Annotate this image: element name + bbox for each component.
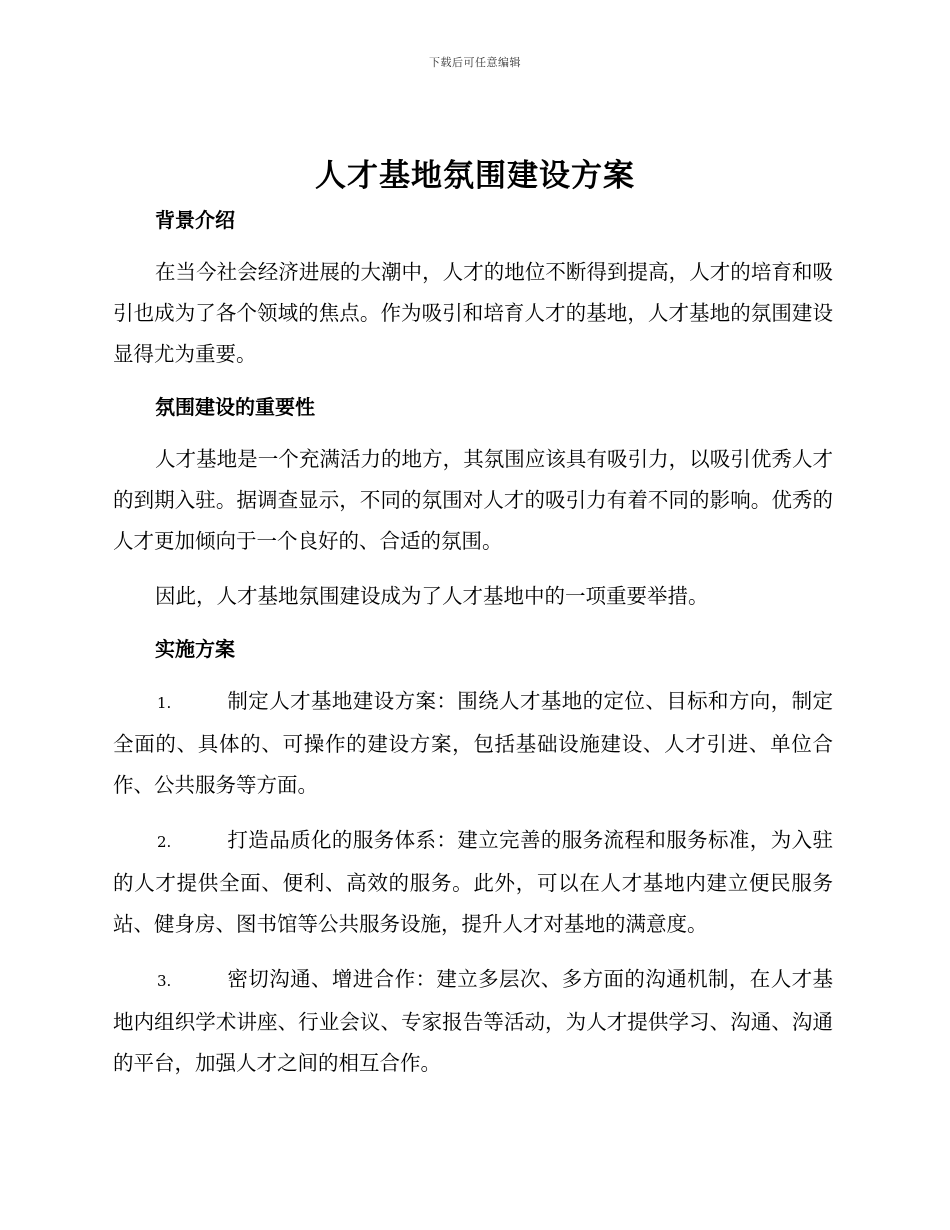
- list-item: [113, 820, 833, 945]
- list-item-number: 3.: [157, 972, 172, 990]
- importance-paragraph-2: 因此，人才基地氛围建设成为了人才基地中的一项重要举措。: [155, 584, 709, 608]
- document-title: 人才基地氛围建设方案: [315, 158, 635, 194]
- section-heading-implementation: 实施方案: [155, 637, 235, 661]
- list-item: [113, 959, 833, 1084]
- document-body: [113, 200, 833, 1084]
- page-header-note: 下载后可任意编辑: [429, 56, 521, 69]
- list-item: [113, 681, 833, 806]
- importance-paragraph-1: 人才基地是一个充满活力的地方，其氛围应该具有吸引力，以吸引优秀人才的到期入驻。据调查显示，不同的氛围对人才的吸引力有着不同的影响。优秀的人才更加倾向于一个良好的、合适的氛围。: [113, 447, 833, 553]
- list-item-number: 2.: [157, 833, 172, 851]
- section-heading-importance: 氛围建设的重要性: [155, 395, 315, 419]
- list-item-text: 密切沟通、增进合作：建立多层次、多方面的沟通机制，在人才基地内组织学术讲座、行业会议、专家报告等活动，为人才提供学习、沟通、沟通的平台，加强人才之间的相互合作。: [113, 967, 833, 1075]
- list-item-text: 制定人才基地建设方案：围绕人才基地的定位、目标和方向，制定全面的、具体的、可操作的建设方案，包括基础设施建设、人才引进、单位合作、公共服务等方面。: [113, 689, 833, 797]
- section-heading-background: 背景介绍: [155, 208, 235, 232]
- list-item-text: 打造品质化的服务体系：建立完善的服务流程和服务标准，为入驻的人才提供全面、便利、高效的服务。此外，可以在人才基地内建立便民服务站、健身房、图书馆等公共服务设施，提升人才对基地的满意度。: [113, 828, 833, 936]
- list-item-number: 1.: [157, 694, 172, 712]
- background-paragraph: 在当今社会经济进展的大潮中，人才的地位不断得到提高，人才的培育和吸引也成为了各个领域的焦点。作为吸引和培育人才的基地，人才基地的氛围建设显得尤为重要。: [113, 260, 833, 366]
